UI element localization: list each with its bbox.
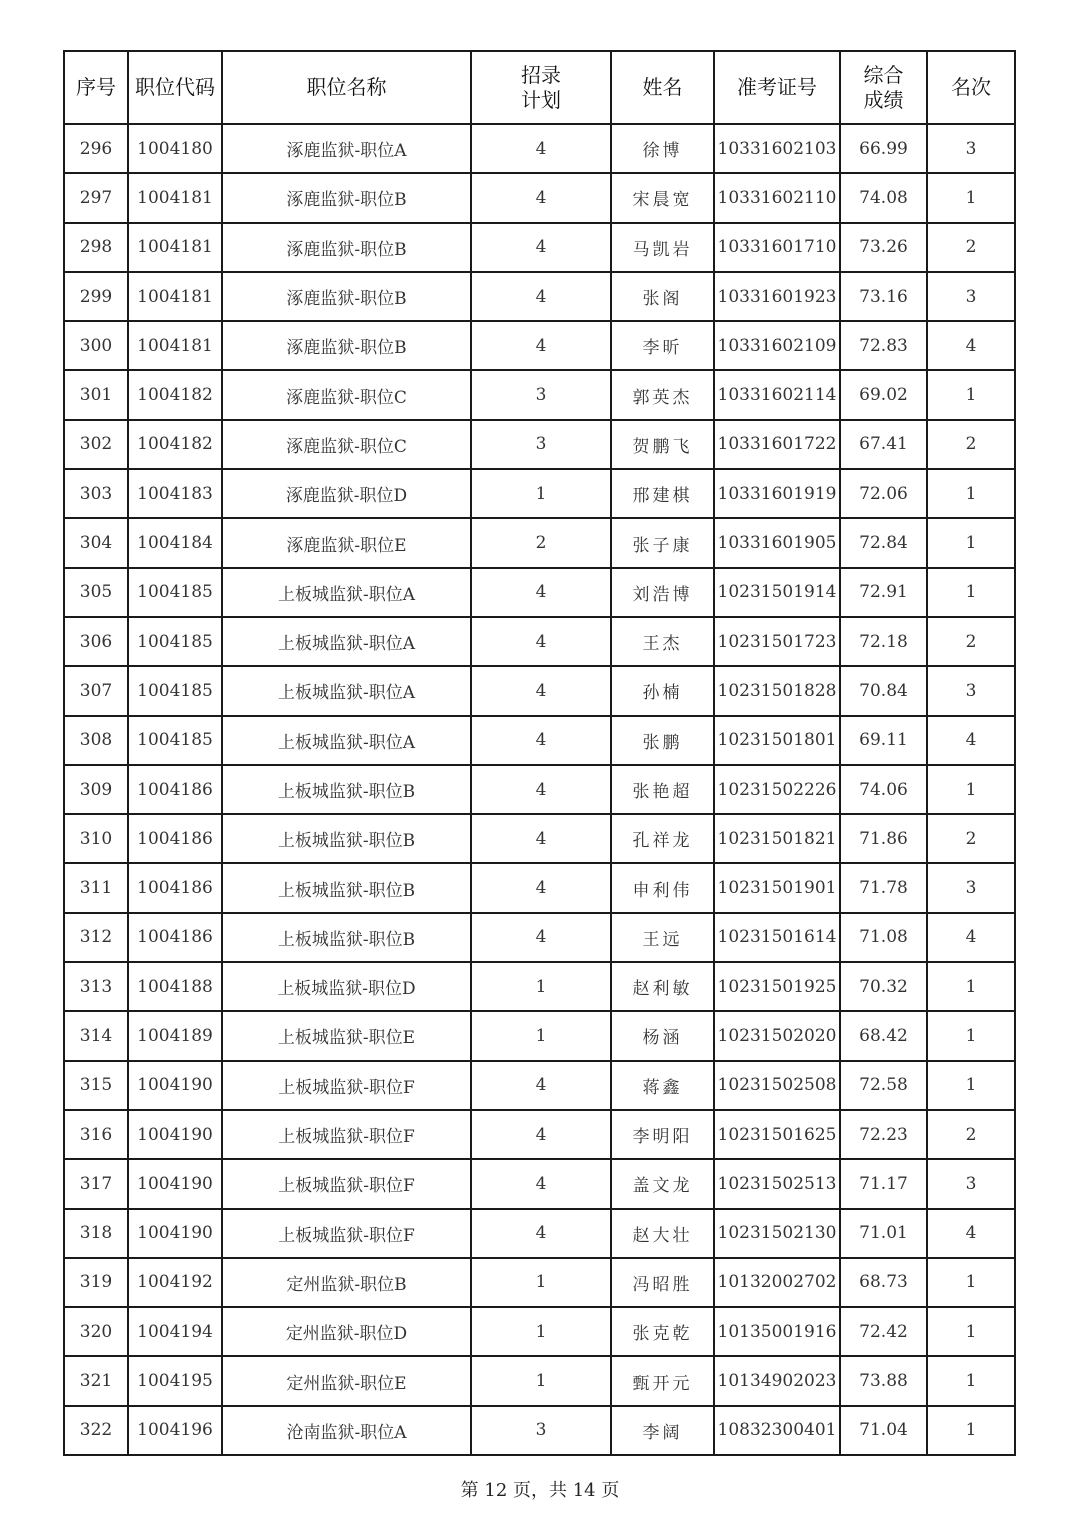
cell-position-name: 涿鹿监狱-职位C (222, 420, 471, 469)
cell-position-code: 1004188 (128, 962, 222, 1011)
cell-rank: 3 (927, 124, 1015, 173)
cell-position-name: 涿鹿监狱-职位D (222, 469, 471, 518)
table-row (64, 124, 1015, 173)
cell-rank: 4 (927, 321, 1015, 370)
cell-name: 冯昭胜 (611, 1258, 714, 1307)
cell-rank: 2 (927, 420, 1015, 469)
cell-score: 72.83 (840, 321, 927, 370)
table-row (64, 1011, 1015, 1060)
cell-plan: 3 (471, 370, 611, 419)
cell-name: 甄开元 (611, 1356, 714, 1405)
cell-position-name: 上板城监狱-职位B (222, 913, 471, 962)
table-row (64, 913, 1015, 962)
cell-position-code: 1004184 (128, 518, 222, 567)
cell-plan: 4 (471, 716, 611, 765)
cell-score: 73.26 (840, 223, 927, 272)
table-body (64, 124, 1015, 1455)
cell-ticket-number: 10832300401 (714, 1406, 840, 1455)
cell-seq: 321 (64, 1356, 128, 1405)
cell-ticket-number: 10135001916 (714, 1307, 840, 1356)
cell-seq: 315 (64, 1061, 128, 1110)
cell-position-code: 1004190 (128, 1209, 222, 1258)
cell-score: 68.73 (840, 1258, 927, 1307)
cell-ticket-number: 10231501625 (714, 1110, 840, 1159)
page-footer: 第 12 页，共 14 页 (460, 1480, 620, 1501)
cell-score: 71.08 (840, 913, 927, 962)
cell-seq: 304 (64, 518, 128, 567)
cell-score: 72.91 (840, 568, 927, 617)
table-row (64, 716, 1015, 765)
cell-seq: 305 (64, 568, 128, 617)
cell-rank: 4 (927, 716, 1015, 765)
cell-ticket-number: 10231501901 (714, 863, 840, 912)
cell-plan: 3 (471, 420, 611, 469)
cell-seq: 311 (64, 863, 128, 912)
cell-rank: 2 (927, 223, 1015, 272)
cell-ticket-number: 10231501828 (714, 666, 840, 715)
table-row (64, 617, 1015, 666)
cell-name: 张阁 (611, 272, 714, 321)
cell-score: 72.18 (840, 617, 927, 666)
cell-seq: 296 (64, 124, 128, 173)
cell-position-name: 沧南监狱-职位A (222, 1406, 471, 1455)
cell-position-name: 上板城监狱-职位B (222, 765, 471, 814)
cell-ticket-number: 10331602103 (714, 124, 840, 173)
cell-seq: 302 (64, 420, 128, 469)
cell-seq: 300 (64, 321, 128, 370)
cell-ticket-number: 10231501925 (714, 962, 840, 1011)
cell-position-name: 涿鹿监狱-职位E (222, 518, 471, 567)
cell-rank: 2 (927, 1110, 1015, 1159)
header-position-code: 职位代码 (128, 51, 222, 124)
cell-rank: 3 (927, 666, 1015, 715)
table-row (64, 1406, 1015, 1455)
table-row (64, 321, 1015, 370)
cell-name: 贺鹏飞 (611, 420, 714, 469)
cell-ticket-number: 10231501614 (714, 913, 840, 962)
cell-position-name: 上板城监狱-职位A (222, 568, 471, 617)
cell-seq: 307 (64, 666, 128, 715)
table-row (64, 469, 1015, 518)
cell-plan: 1 (471, 1307, 611, 1356)
cell-name: 申利伟 (611, 863, 714, 912)
cell-position-name: 上板城监狱-职位D (222, 962, 471, 1011)
cell-score: 68.42 (840, 1011, 927, 1060)
header-ticket-number: 准考证号 (714, 51, 840, 124)
header-score-line1: 综合 (863, 62, 904, 87)
cell-score: 73.88 (840, 1356, 927, 1405)
cell-seq: 320 (64, 1307, 128, 1356)
cell-position-name: 定州监狱-职位E (222, 1356, 471, 1405)
cell-name: 孔祥龙 (611, 814, 714, 863)
table-row (64, 814, 1015, 863)
cell-seq: 298 (64, 223, 128, 272)
cell-ticket-number: 10231501821 (714, 814, 840, 863)
cell-plan: 4 (471, 568, 611, 617)
header-plan-line2: 计划 (521, 87, 561, 112)
cell-ticket-number: 10231501801 (714, 716, 840, 765)
cell-rank: 1 (927, 469, 1015, 518)
cell-position-code: 1004190 (128, 1110, 222, 1159)
cell-score: 71.01 (840, 1209, 927, 1258)
cell-seq: 314 (64, 1011, 128, 1060)
cell-rank: 1 (927, 370, 1015, 419)
cell-score: 70.32 (840, 962, 927, 1011)
cell-rank: 1 (927, 1356, 1015, 1405)
cell-plan: 4 (471, 124, 611, 173)
cell-score: 71.17 (840, 1159, 927, 1208)
cell-plan: 4 (471, 223, 611, 272)
cell-name: 李昕 (611, 321, 714, 370)
cell-plan: 1 (471, 1258, 611, 1307)
cell-ticket-number: 10331601905 (714, 518, 840, 567)
cell-position-code: 1004185 (128, 617, 222, 666)
cell-ticket-number: 10331602109 (714, 321, 840, 370)
cell-score: 72.06 (840, 469, 927, 518)
cell-rank: 3 (927, 1159, 1015, 1208)
cell-position-name: 上板城监狱-职位A (222, 666, 471, 715)
cell-position-code: 1004183 (128, 469, 222, 518)
header-score-line2: 成绩 (863, 87, 904, 112)
table-row (64, 370, 1015, 419)
cell-position-code: 1004181 (128, 321, 222, 370)
cell-rank: 1 (927, 962, 1015, 1011)
cell-position-name: 上板城监狱-职位F (222, 1061, 471, 1110)
cell-ticket-number: 10231501914 (714, 568, 840, 617)
cell-name: 马凯岩 (611, 223, 714, 272)
table-row (64, 1356, 1015, 1405)
cell-plan: 4 (471, 765, 611, 814)
cell-seq: 297 (64, 173, 128, 222)
cell-name: 宋晨宽 (611, 173, 714, 222)
cell-seq: 317 (64, 1159, 128, 1208)
cell-plan: 4 (471, 814, 611, 863)
cell-score: 69.02 (840, 370, 927, 419)
cell-plan: 1 (471, 962, 611, 1011)
cell-ticket-number: 10231502508 (714, 1061, 840, 1110)
cell-position-name: 定州监狱-职位B (222, 1258, 471, 1307)
cell-plan: 1 (471, 1356, 611, 1405)
table-row (64, 1159, 1015, 1208)
cell-position-code: 1004182 (128, 420, 222, 469)
table-row (64, 765, 1015, 814)
cell-position-name: 涿鹿监狱-职位B (222, 321, 471, 370)
cell-score: 73.16 (840, 272, 927, 321)
cell-position-code: 1004180 (128, 124, 222, 173)
cell-name: 王杰 (611, 617, 714, 666)
cell-position-name: 涿鹿监狱-职位A (222, 124, 471, 173)
cell-rank: 1 (927, 568, 1015, 617)
cell-position-name: 上板城监狱-职位B (222, 814, 471, 863)
cell-name: 杨涵 (611, 1011, 714, 1060)
cell-seq: 306 (64, 617, 128, 666)
cell-position-code: 1004185 (128, 666, 222, 715)
cell-ticket-number: 10331601710 (714, 223, 840, 272)
cell-name: 孙楠 (611, 666, 714, 715)
cell-position-code: 1004192 (128, 1258, 222, 1307)
cell-plan: 1 (471, 1011, 611, 1060)
cell-position-code: 1004186 (128, 863, 222, 912)
cell-name: 王远 (611, 913, 714, 962)
cell-plan: 4 (471, 1209, 611, 1258)
cell-ticket-number: 10331601919 (714, 469, 840, 518)
cell-seq: 312 (64, 913, 128, 962)
cell-plan: 4 (471, 666, 611, 715)
cell-score: 67.41 (840, 420, 927, 469)
cell-score: 71.78 (840, 863, 927, 912)
cell-name: 张子康 (611, 518, 714, 567)
cell-score: 71.86 (840, 814, 927, 863)
cell-ticket-number: 10331602110 (714, 173, 840, 222)
cell-ticket-number: 10134902023 (714, 1356, 840, 1405)
cell-name: 张克乾 (611, 1307, 714, 1356)
cell-name: 郭英杰 (611, 370, 714, 419)
cell-name: 张艳超 (611, 765, 714, 814)
cell-seq: 318 (64, 1209, 128, 1258)
cell-name: 徐博 (611, 124, 714, 173)
cell-score: 70.84 (840, 666, 927, 715)
cell-seq: 316 (64, 1110, 128, 1159)
cell-position-name: 定州监狱-职位D (222, 1307, 471, 1356)
cell-score: 71.04 (840, 1406, 927, 1455)
cell-position-name: 上板城监狱-职位F (222, 1110, 471, 1159)
table-row (64, 223, 1015, 272)
cell-position-code: 1004196 (128, 1406, 222, 1455)
cell-position-code: 1004185 (128, 568, 222, 617)
cell-plan: 1 (471, 469, 611, 518)
header-plan (471, 51, 611, 124)
cell-position-code: 1004190 (128, 1159, 222, 1208)
cell-score: 72.58 (840, 1061, 927, 1110)
cell-name: 李明阳 (611, 1110, 714, 1159)
cell-name: 刘浩博 (611, 568, 714, 617)
cell-position-code: 1004186 (128, 913, 222, 962)
cell-position-code: 1004181 (128, 173, 222, 222)
cell-position-name: 上板城监狱-职位A (222, 617, 471, 666)
cell-position-name: 涿鹿监狱-职位B (222, 173, 471, 222)
cell-seq: 319 (64, 1258, 128, 1307)
cell-position-code: 1004181 (128, 272, 222, 321)
cell-plan: 2 (471, 518, 611, 567)
table-row (64, 173, 1015, 222)
cell-rank: 3 (927, 863, 1015, 912)
cell-score: 74.08 (840, 173, 927, 222)
cell-position-code: 1004190 (128, 1061, 222, 1110)
results-table (63, 50, 1016, 1456)
cell-position-name: 涿鹿监狱-职位B (222, 272, 471, 321)
cell-plan: 4 (471, 272, 611, 321)
cell-plan: 4 (471, 1110, 611, 1159)
cell-rank: 1 (927, 1061, 1015, 1110)
table-row (64, 420, 1015, 469)
header-score (840, 51, 927, 124)
cell-position-name: 上板城监狱-职位E (222, 1011, 471, 1060)
cell-seq: 299 (64, 272, 128, 321)
cell-ticket-number: 10331601722 (714, 420, 840, 469)
cell-rank: 1 (927, 1307, 1015, 1356)
table-row (64, 1258, 1015, 1307)
cell-score: 72.42 (840, 1307, 927, 1356)
cell-name: 盖文龙 (611, 1159, 714, 1208)
cell-name: 李阔 (611, 1406, 714, 1455)
cell-position-code: 1004189 (128, 1011, 222, 1060)
cell-name: 蒋鑫 (611, 1061, 714, 1110)
cell-plan: 4 (471, 1159, 611, 1208)
header-plan-line1: 招录 (521, 62, 561, 87)
table-row (64, 272, 1015, 321)
header-name: 姓名 (611, 51, 714, 124)
table-row (64, 1307, 1015, 1356)
cell-name: 邢建棋 (611, 469, 714, 518)
results-table-container (63, 50, 1014, 1456)
table-row (64, 568, 1015, 617)
cell-seq: 313 (64, 962, 128, 1011)
cell-position-code: 1004194 (128, 1307, 222, 1356)
header-seq: 序号 (64, 51, 128, 124)
cell-ticket-number: 10331602114 (714, 370, 840, 419)
cell-position-name: 上板城监狱-职位F (222, 1209, 471, 1258)
cell-position-code: 1004186 (128, 814, 222, 863)
cell-plan: 3 (471, 1406, 611, 1455)
cell-seq: 308 (64, 716, 128, 765)
cell-rank: 1 (927, 173, 1015, 222)
cell-plan: 4 (471, 617, 611, 666)
cell-seq: 322 (64, 1406, 128, 1455)
table-row (64, 962, 1015, 1011)
cell-position-name: 上板城监狱-职位A (222, 716, 471, 765)
cell-plan: 4 (471, 173, 611, 222)
header-row (64, 51, 1015, 124)
cell-name: 赵大壮 (611, 1209, 714, 1258)
cell-position-name: 上板城监狱-职位B (222, 863, 471, 912)
cell-ticket-number: 10231501723 (714, 617, 840, 666)
cell-seq: 309 (64, 765, 128, 814)
table-row (64, 518, 1015, 567)
table-row (64, 1209, 1015, 1258)
cell-position-code: 1004185 (128, 716, 222, 765)
cell-rank: 3 (927, 272, 1015, 321)
cell-rank: 1 (927, 765, 1015, 814)
cell-rank: 1 (927, 518, 1015, 567)
cell-score: 69.11 (840, 716, 927, 765)
cell-rank: 2 (927, 617, 1015, 666)
cell-rank: 1 (927, 1258, 1015, 1307)
table-row (64, 863, 1015, 912)
cell-position-code: 1004182 (128, 370, 222, 419)
cell-position-code: 1004186 (128, 765, 222, 814)
cell-name: 张鹏 (611, 716, 714, 765)
cell-position-name: 上板城监狱-职位F (222, 1159, 471, 1208)
cell-rank: 1 (927, 1406, 1015, 1455)
cell-seq: 303 (64, 469, 128, 518)
cell-rank: 4 (927, 1209, 1015, 1258)
cell-plan: 4 (471, 1061, 611, 1110)
cell-position-code: 1004195 (128, 1356, 222, 1405)
cell-plan: 4 (471, 321, 611, 370)
cell-position-name: 涿鹿监狱-职位C (222, 370, 471, 419)
cell-rank: 1 (927, 1011, 1015, 1060)
cell-position-code: 1004181 (128, 223, 222, 272)
header-rank: 名次 (927, 51, 1015, 124)
cell-ticket-number: 10231502020 (714, 1011, 840, 1060)
cell-plan: 4 (471, 863, 611, 912)
cell-plan: 4 (471, 913, 611, 962)
cell-rank: 4 (927, 913, 1015, 962)
cell-ticket-number: 10132002702 (714, 1258, 840, 1307)
cell-rank: 2 (927, 814, 1015, 863)
cell-score: 72.84 (840, 518, 927, 567)
table-row (64, 1061, 1015, 1110)
cell-score: 72.23 (840, 1110, 927, 1159)
cell-score: 74.06 (840, 765, 927, 814)
cell-ticket-number: 10231502513 (714, 1159, 840, 1208)
cell-ticket-number: 10331601923 (714, 272, 840, 321)
cell-name: 赵利敏 (611, 962, 714, 1011)
cell-position-name: 涿鹿监狱-职位B (222, 223, 471, 272)
cell-ticket-number: 10231502226 (714, 765, 840, 814)
cell-ticket-number: 10231502130 (714, 1209, 840, 1258)
table-row (64, 1110, 1015, 1159)
header-position-name: 职位名称 (222, 51, 471, 124)
cell-score: 66.99 (840, 124, 927, 173)
table-row (64, 666, 1015, 715)
cell-seq: 301 (64, 370, 128, 419)
cell-seq: 310 (64, 814, 128, 863)
